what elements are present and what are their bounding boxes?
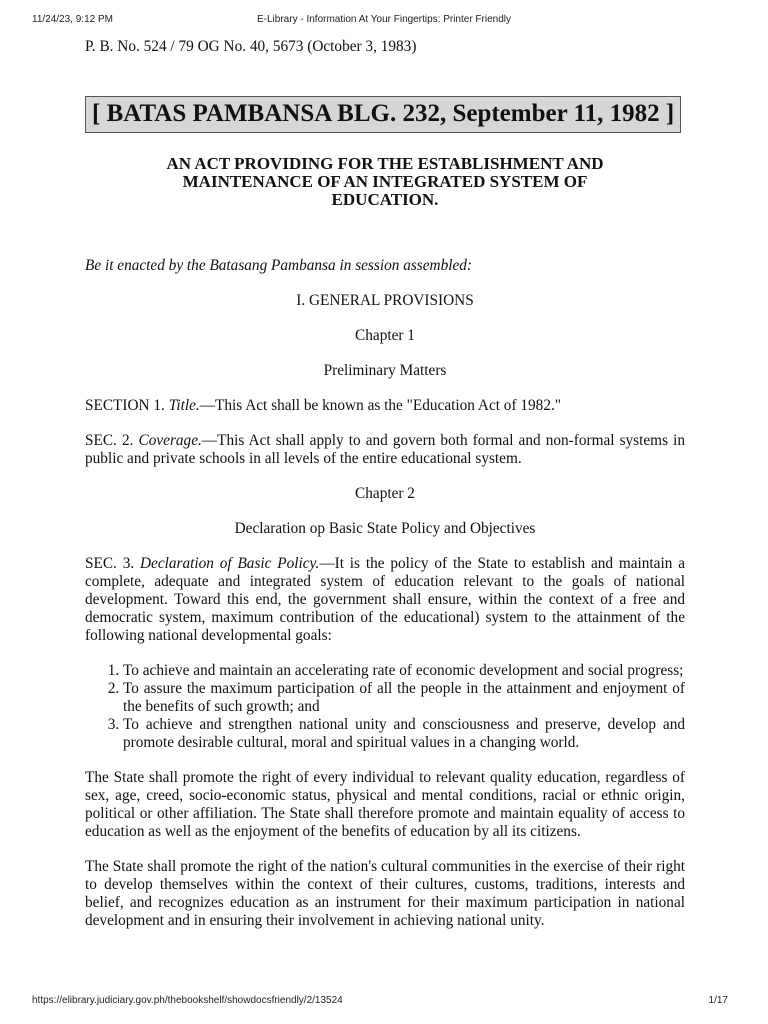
goals-list (85, 662, 685, 752)
document-body (85, 38, 685, 930)
print-header (32, 14, 736, 28)
document-reference: P. B. No. 524 / 79 OG No. 40, 5673 (October 3, 1983) (85, 38, 417, 55)
enacting-clause: Be it enacted by the Batasang Pambansa in session assembled: (85, 257, 473, 274)
print-page-counter: 1/17 (708, 995, 728, 1006)
paragraph-equal-access: The State shall promote the right of every individual to relevant quality education, regardless of sex, age, creed, socio-economic status, physical and mental conditions, racial or ethnic origin, political or other affiliation. The State shall therefore promote and maintain equality of access to education as well as the enjoyment of the benefits of education by all its citizens. (85, 769, 685, 840)
act-title-line: AN ACT PROVIDING FOR THE ESTABLISHMENT AND (166, 154, 604, 173)
section-2 (85, 432, 685, 468)
chapter-2-title: Declaration op Basic State Policy and Objectives (234, 520, 536, 537)
act-title-line: EDUCATION. (331, 190, 439, 209)
act-title (85, 155, 685, 209)
print-footer (32, 995, 728, 1009)
section-1 (85, 397, 685, 415)
act-title-line: MAINTENANCE OF AN INTEGRATED SYSTEM OF (182, 172, 588, 191)
section-2-title: Coverage. (138, 432, 202, 449)
section-1-text: —This Act shall be known as the "Education Act of 1982." (199, 397, 562, 414)
chapter-1-title: Preliminary Matters (323, 362, 447, 379)
section-1-title: Title. (168, 397, 200, 414)
goal-item: 1. To achieve and maintain an accelerating rate of economic development and social progress; (123, 662, 685, 680)
section-3-label: SEC. 3. (85, 555, 140, 572)
section-2-text: —This Act shall apply to and govern both formal and non-formal systems in public and private schools in all levels of the entire educational system. (85, 432, 686, 467)
chapter-1-heading: Chapter 1 (355, 327, 415, 344)
document-title: [ BATAS PAMBANSA BLG. 232, September 11, 1982 ] (85, 96, 681, 133)
print-page-title: E-Library - Information At Your Fingertips: Printer Friendly (257, 14, 511, 25)
section-3-title: Declaration of Basic Policy. (140, 555, 320, 572)
document-title-wrap (85, 96, 685, 133)
part-heading: I. GENERAL PROVISIONS (296, 292, 474, 309)
goal-item: 2. To assure the maximum participation of all the people in the attainment and enjoyment of the benefits of such growth; and (123, 680, 685, 716)
section-3 (85, 555, 685, 645)
print-datetime: 11/24/23, 9:12 PM (32, 14, 113, 25)
paragraph-cultural-communities: The State shall promote the right of the nation's cultural communities in the exercise of their right to develop themselves within the context of their cultures, customs, traditions, interests and belief, and recognizes education as an instrument for their maximum participation in national development and in ensuring their involvement in achieving national unity. (85, 858, 685, 929)
section-2-label: SEC. 2. (85, 432, 139, 449)
section-1-label: SECTION 1. (85, 397, 169, 414)
print-url: https://elibrary.judiciary.gov.ph/thebookshelf/showdocsfriendly/2/13524 (32, 995, 343, 1006)
chapter-2-heading: Chapter 2 (355, 485, 415, 502)
goal-item: 3. To achieve and strengthen national unity and consciousness and preserve, develop and promote desirable cultural, moral and spiritual values in a changing world. (123, 716, 685, 752)
section-3-text: —It is the policy of the State to establish and maintain a complete, adequate and integrated system of education relevant to the goals of national development. Toward this end, the government shall ensure, within the context of a free and democratic system, maximum contribution of the educational) system to the attainment of the following national developmental goals: (85, 555, 685, 644)
